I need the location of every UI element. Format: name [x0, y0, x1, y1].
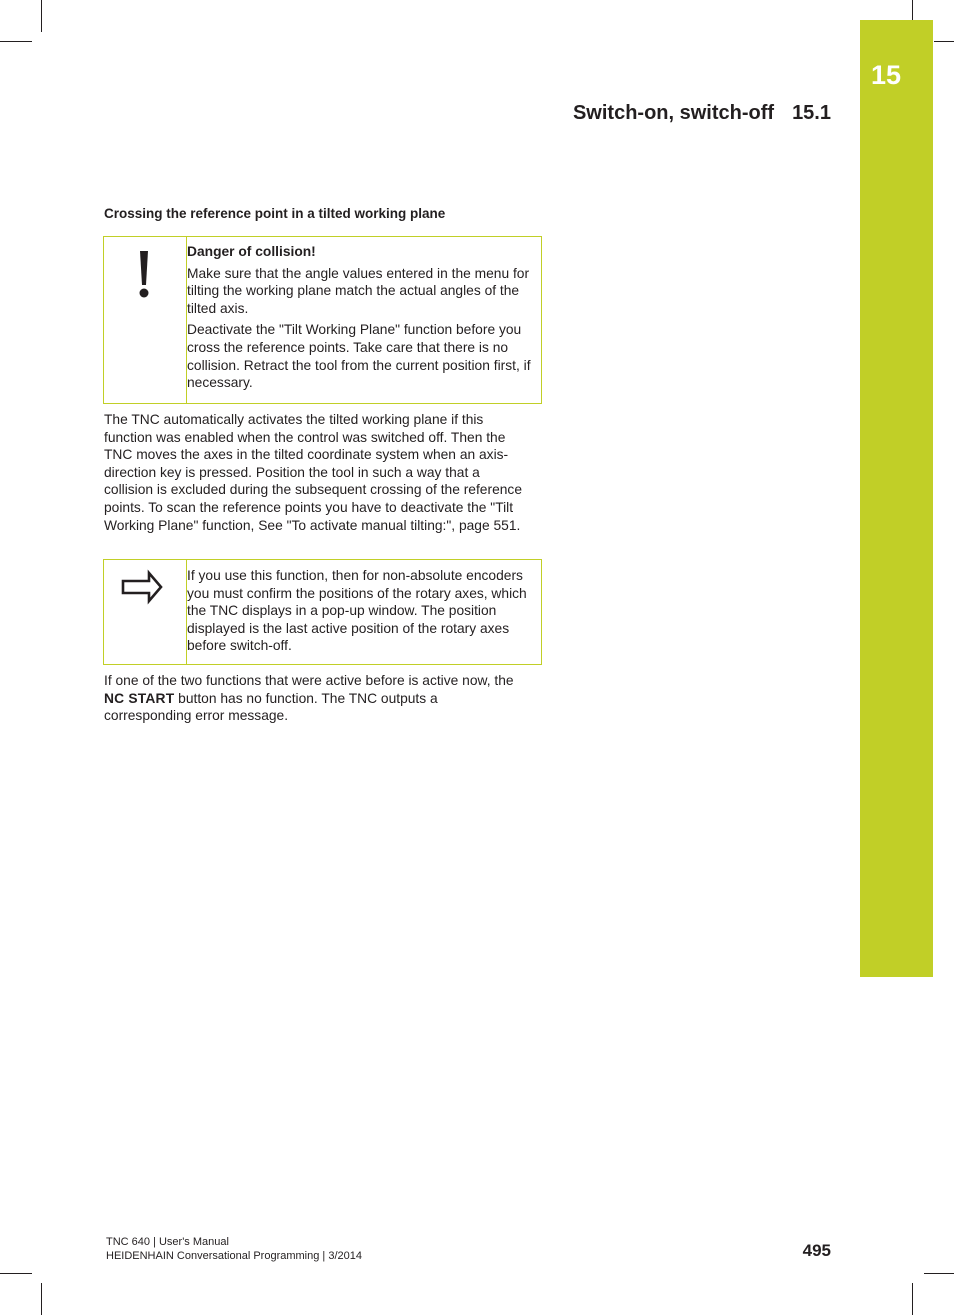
footer-line: TNC 640 | User's Manual: [106, 1236, 229, 1248]
crop-mark: [924, 1273, 954, 1274]
crop-mark: [0, 41, 32, 42]
crop-mark: [41, 0, 42, 32]
warning-icon-cell: [104, 237, 187, 403]
chapter-tab: [860, 20, 933, 977]
note-box: [103, 559, 542, 665]
header-section: 15.1: [792, 102, 831, 124]
exclamation-icon: [104, 245, 186, 315]
warning-paragraph: Make sure that the angle values entered in the menu for tilting the working plane match the actual angles of the tilted axis.: [187, 265, 530, 316]
warning-paragraph: Deactivate the "Tilt Working Plane" function before you cross the reference points. Take care that there is no collision. Retract the tool from the current position first, if necessary.: [187, 322, 531, 391]
body-paragraph-text: The TNC automatically activates the tilted working plane if this function was enabled when the control was switched off. Then the TNC moves the axes in the tilted coordinate system when an axis-direction key is pressed. Position the tool in such a way that a collision is excluded during the subsequent crossing of the reference points. To scan the reference points you have to deactivate the "Tilt Working Plane" function, See "To activate manual tilting:", page 551.: [104, 412, 522, 533]
nc-start-key: NC START: [104, 690, 175, 706]
body-text-after: button has no function. The TNC outputs a corresponding error message.: [104, 690, 438, 724]
header-title: Switch-on, switch-off: [572, 102, 775, 124]
page-header: [573, 102, 831, 125]
page-number: 495: [802, 1241, 831, 1260]
arrow-right-icon: [104, 568, 186, 608]
footer-line: HEIDENHAIN Conversational Programming | 3/2014: [106, 1250, 362, 1262]
footer: [106, 1235, 362, 1263]
warning-title: Danger of collision!: [187, 244, 316, 259]
crop-mark: [912, 0, 913, 20]
section-heading: Crossing the reference point in a tilted working plane: [104, 206, 446, 221]
crop-mark: [41, 1283, 42, 1315]
body-paragraph: [104, 672, 524, 725]
warning-box: [103, 236, 542, 404]
crop-mark: [0, 1273, 32, 1274]
note-paragraph: If you use this function, then for non-absolute encoders you must confirm the positions of the rotary axes, which the TNC displays in a pop-up window. The position displayed is the last active position of the rotary axes before switch-off.: [187, 568, 527, 654]
crop-mark: [912, 1283, 913, 1315]
note-text: [187, 567, 533, 659]
body-paragraph: [104, 411, 524, 534]
warning-text: [187, 237, 533, 396]
crop-mark: [934, 41, 954, 42]
note-icon-cell: [104, 560, 187, 664]
body-text-before: If one of the two functions that were active before is active now, the: [104, 673, 514, 688]
body-paragraph-text: [104, 672, 524, 725]
chapter-number: 15: [870, 60, 902, 90]
